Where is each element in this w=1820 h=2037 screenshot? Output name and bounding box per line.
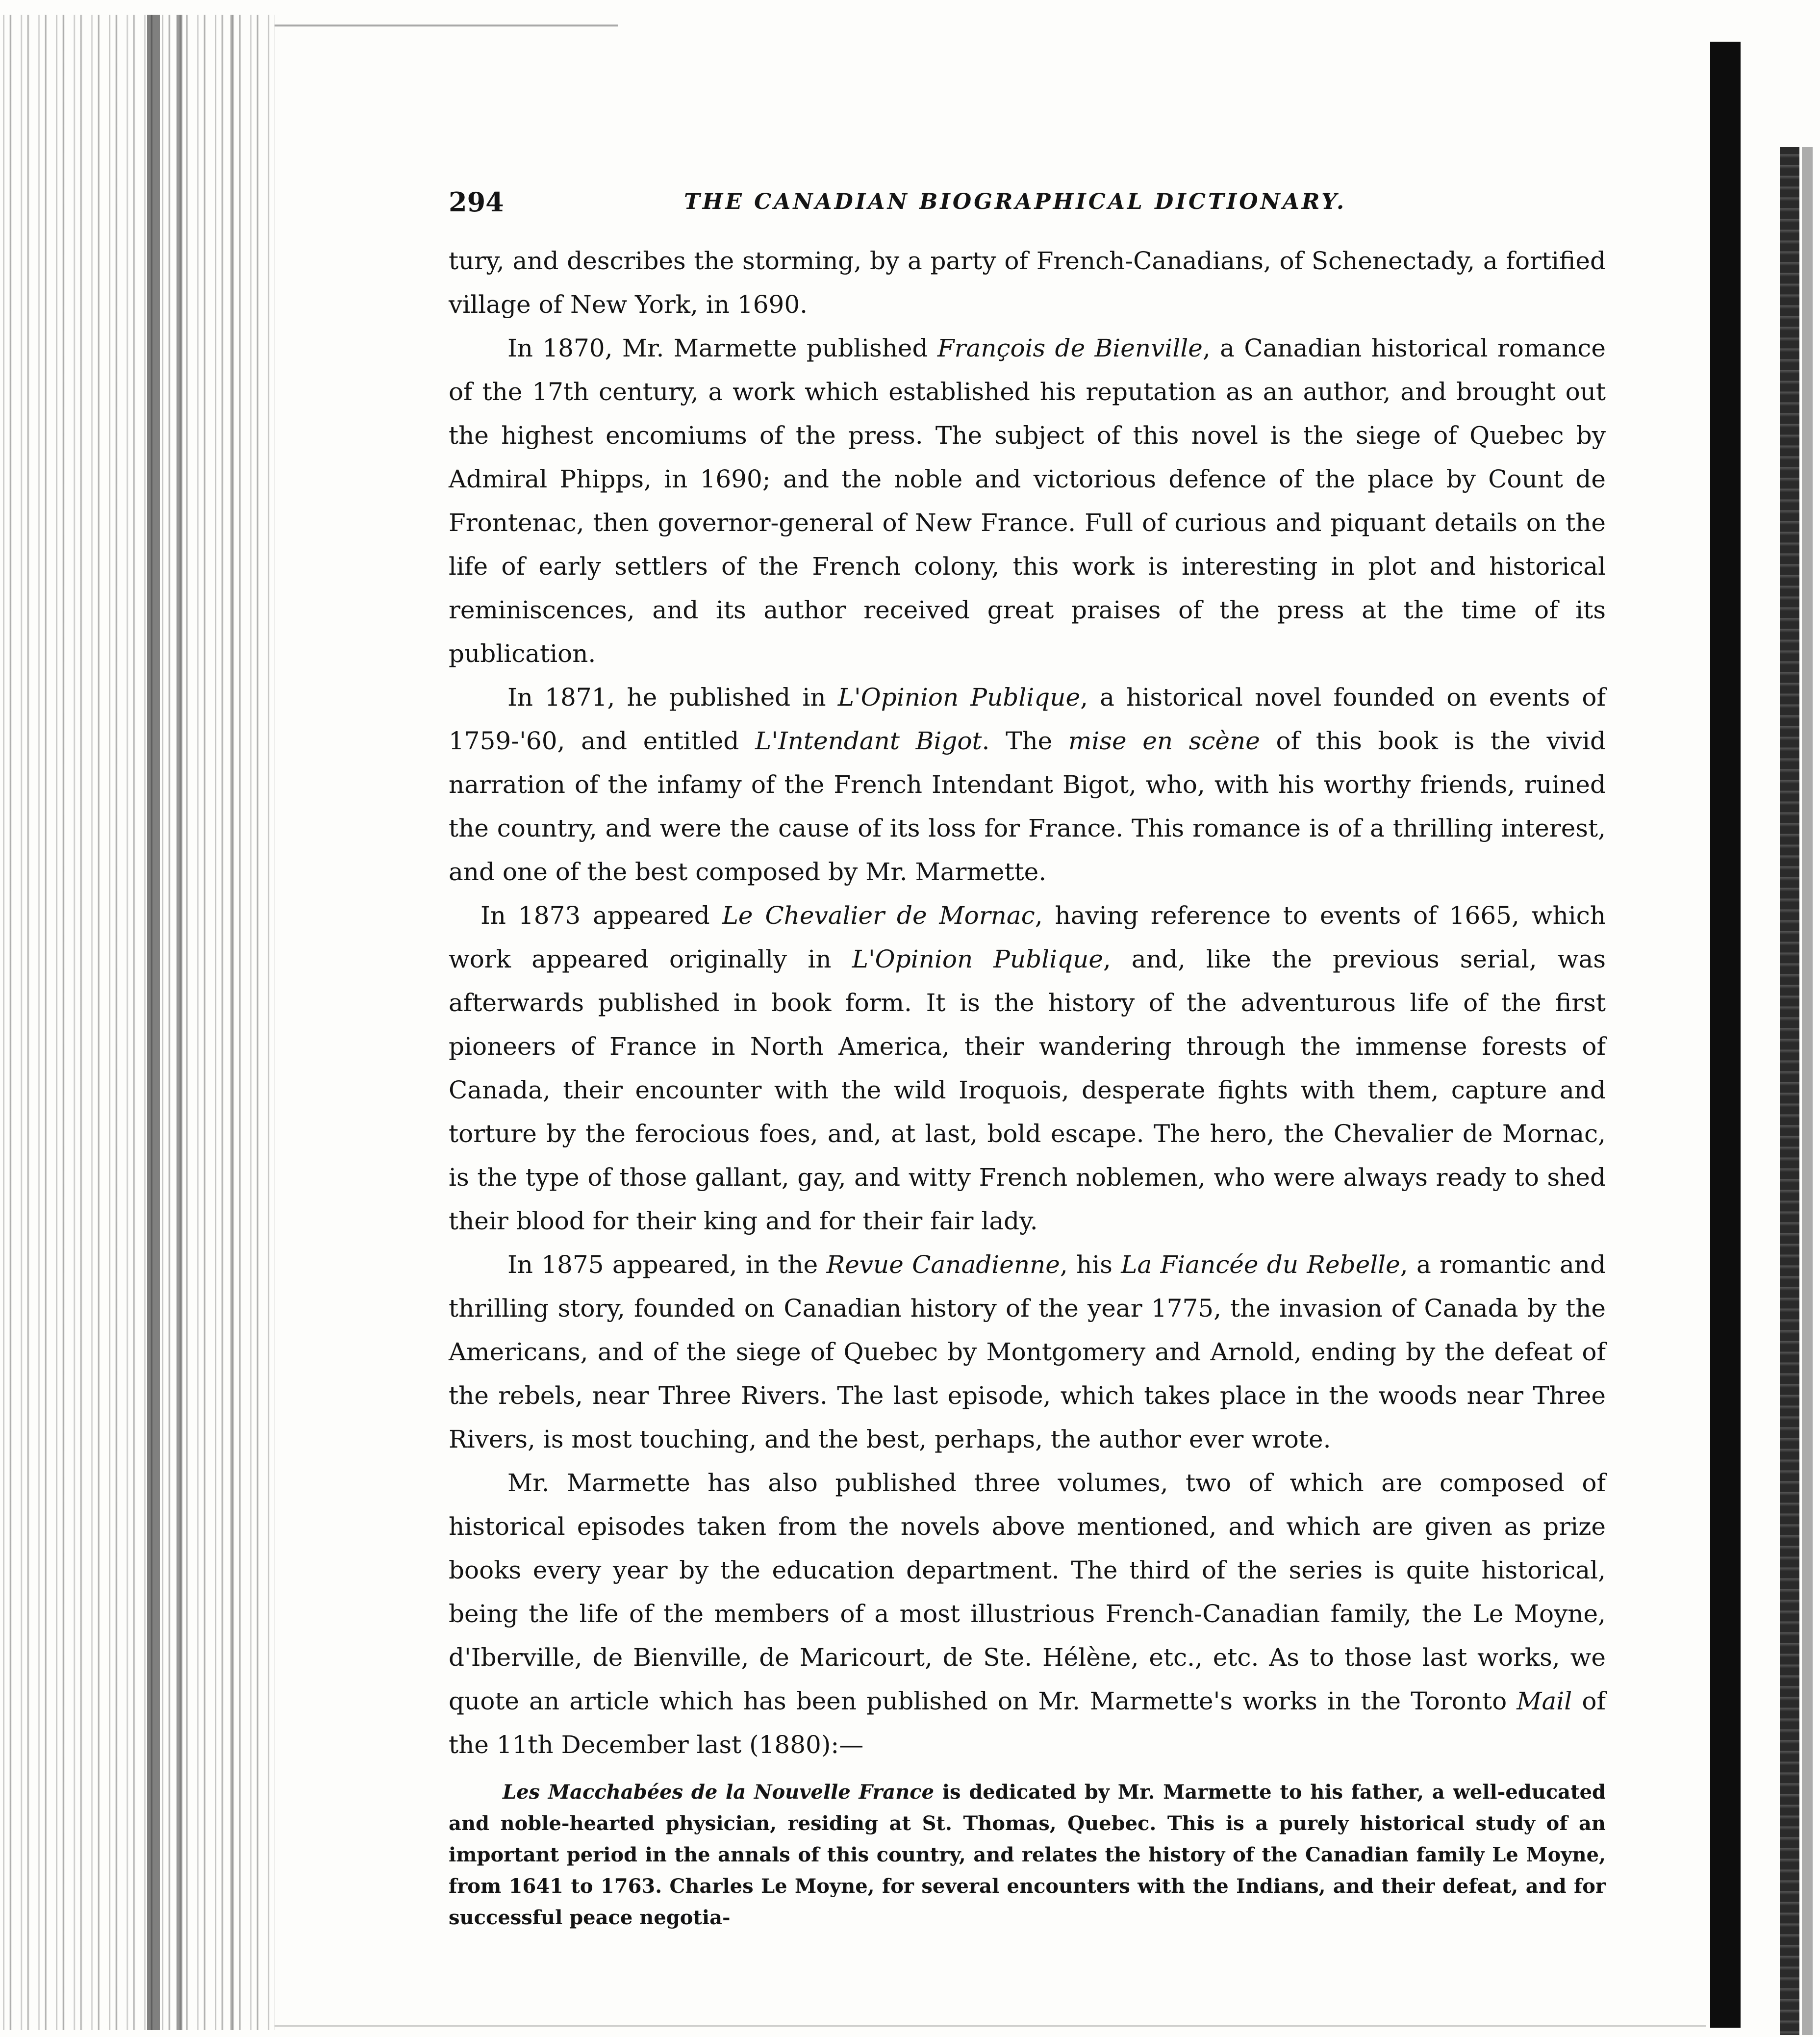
paragraph-bienville bbox=[449, 327, 1606, 676]
page-number: 294 bbox=[449, 186, 504, 218]
scan-binding-shadow bbox=[147, 15, 160, 2030]
paragraph-continuation bbox=[449, 239, 1606, 327]
italic-title: La Fiancée du Rebelle bbox=[1121, 1250, 1400, 1279]
paragraph-intendant-bigot bbox=[449, 676, 1606, 894]
text-run: In 1875 appeared, in the bbox=[507, 1250, 827, 1279]
page-header bbox=[449, 186, 1606, 230]
text-run: , a Canadian historical romance of the 17th century, a work which established his reputation as an author, and brought out the highest encomiums of the press. The subject of this novel is the siege of Quebec by Admiral Phipps, in 1690; and the noble and victorious defence of the place by Count de Frontenac, then governor-general of New France. Full of curious and piquant details on the life of early settlers of the French colony, this work is interesting in plot and historical reminiscences, and its author received great praises of the press at the time of its publication. bbox=[449, 334, 1606, 668]
italic-title: Le Chevalier de Mornac bbox=[722, 901, 1035, 930]
paragraph-fiancee-du-rebelle bbox=[449, 1243, 1606, 1461]
text-run: Mr. Marmette has also published three volumes, two of which are composed of historical episodes taken from the novels above mentioned, and which are given as prize books every year by the education department. The third of the series is quite historical, being the life of the members of a most illustrious French-Canadian family, the Le Moyne, d'Iberville, de Bienville, de Maricourt, de Ste. Hélène, etc., etc. As to those last works, we quote an article which has been published on Mr. Marmette's works in the Toronto bbox=[449, 1469, 1606, 1715]
italic-title: François de Bienville bbox=[937, 334, 1203, 362]
italic-title: Revue Canadienne bbox=[826, 1250, 1060, 1279]
text-run: , and, like the previous serial, was afterwards published in book form. It is the history of the adventurous life of the first pioneers of France in North America, their wandering through the immense forests of Canada, their encounter with the wild Iroquois, desperate fights with them, capture and torture by the ferocious foes, and, at last, bold escape. The hero, the Chevalier de Mornac, is the type of those gallant, gay, and witty French noblemen, who were always ready to shed their blood for their king and for their fair lady. bbox=[449, 945, 1606, 1235]
text-run: is dedicated by Mr. Marmette to his father, a well-educated and noble-hearted physician, residing at St. Thomas, Quebec. This is a purely historical study of an important period in the annals of this country, and relates the history of the Canadian family Le Moyne, from 1641 to 1763. Charles Le Moyne, for several encounters with the Indians, and their defeat, and for successful peace negotia- bbox=[449, 1781, 1606, 1929]
quoted-article bbox=[449, 1777, 1606, 1934]
italic-title: L'Intendant Bigot bbox=[755, 727, 982, 755]
text-run: of this book is the vivid narration of the infamy of the French Intendant Bigot, who, with his worthy friends, ruined the country, and were the cause of its loss for France. This romance is of a thrilling interest, and one of the best composed by Mr. Marmette. bbox=[449, 727, 1606, 886]
scan-right-edge-shadow bbox=[1710, 42, 1741, 2028]
italic-title: mise en scène bbox=[1068, 727, 1260, 755]
scan-binding-edge bbox=[0, 15, 275, 2030]
body-text bbox=[449, 239, 1606, 1767]
paragraph-three-volumes bbox=[449, 1461, 1606, 1767]
italic-title: L'Opinion Publique bbox=[852, 945, 1103, 973]
text-run: , having reference to events of 1665, which work appeared originally in bbox=[449, 901, 1606, 973]
text-run: tury, and describes the storming, by a party of French-Canadians, of Schenectady, a fortified village of New York, in 1690. bbox=[449, 247, 1606, 319]
paragraph-chevalier-de-mornac bbox=[449, 894, 1606, 1243]
text-run: . The bbox=[982, 727, 1068, 755]
scan-binding-shadow bbox=[230, 15, 233, 2030]
text-run: , his bbox=[1060, 1250, 1121, 1279]
scan-right-edge-shadow bbox=[1780, 147, 1799, 2035]
text-run: In 1871, he published in bbox=[507, 683, 838, 712]
text-run: In 1873 appeared bbox=[480, 901, 722, 930]
italic-title: Mail bbox=[1517, 1687, 1572, 1715]
scan-binding-shadow bbox=[177, 15, 182, 2030]
text-run: of the 11th December last (1880):— bbox=[449, 1687, 1606, 1759]
text-run: , a romantic and thrilling story, founded on Canadian history of the year 1775, the invasion of Canada by the Americans, and of the siege of Quebec by Montgomery and Arnold, ending by the defeat of the rebels, near Three Rivers. The last episode, which takes place in the woods near Three Rivers, is most touching, and the best, perhaps, the author ever wrote. bbox=[449, 1250, 1606, 1453]
scan-bottom-artifact bbox=[275, 2025, 1706, 2027]
text-run: , a historical novel founded on events of 1759-'60, and entitled bbox=[449, 683, 1606, 755]
italic-title: Les Macchabées de la Nouvelle France bbox=[503, 1781, 935, 1804]
scan-right-edge-shadow bbox=[1802, 147, 1813, 2035]
italic-title: L'Opinion Publique bbox=[837, 683, 1081, 712]
scan-top-artifact bbox=[275, 25, 618, 26]
text-run: In 1870, Mr. Marmette published bbox=[507, 334, 937, 362]
document-page bbox=[449, 186, 1606, 1934]
running-head: THE CANADIAN BIOGRAPHICAL DICTIONARY. bbox=[684, 189, 1347, 214]
